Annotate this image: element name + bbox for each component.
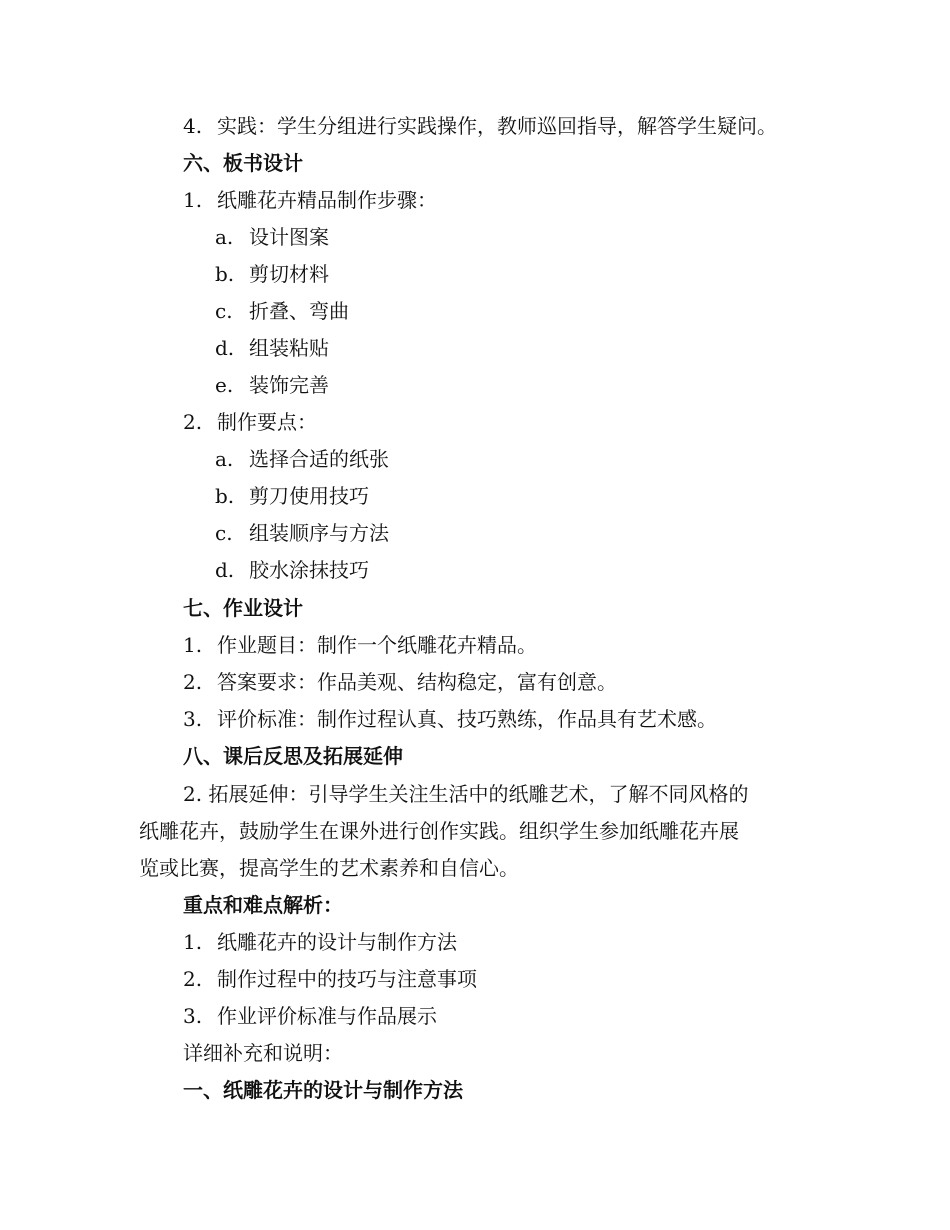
list-item [183, 112, 777, 140]
list-number: 2. [183, 410, 203, 434]
detail-heading: 详细补充和说明： [183, 1041, 343, 1065]
list-text: 实践：学生分组进行实践操作，教师巡回指导，解答学生疑问。 [217, 114, 777, 138]
list-text: 作业题目：制作一个纸雕花卉精品。 [217, 633, 537, 657]
sub-list-item [215, 519, 389, 547]
list-number: 2. [183, 967, 203, 991]
sub-list-letter: c. [215, 299, 233, 323]
sub-list-letter: c. [215, 521, 233, 545]
list-item [183, 408, 317, 436]
sub-list-text: 胶水涂抹技巧 [249, 558, 369, 582]
list-number: 1. [183, 188, 203, 212]
sub-list-item [215, 334, 329, 362]
list-text: 答案要求：作品美观、结构稳定，富有创意。 [217, 670, 617, 694]
list-item [183, 631, 537, 659]
list-text: 制作过程中的技巧与注意事项 [217, 967, 477, 991]
sub-list-text: 选择合适的纸张 [249, 447, 389, 471]
sub-list-item [215, 445, 389, 473]
list-item [183, 965, 477, 993]
paragraph-line: 纸雕花卉，鼓励学生在课外进行创作实践。组织学生参加纸雕花卉展 [139, 819, 739, 843]
sub-list-text: 剪刀使用技巧 [249, 484, 369, 508]
section-heading: 七、作业设计 [183, 596, 303, 620]
sub-list-text: 剪切材料 [249, 262, 329, 286]
list-text: 纸雕花卉的设计与制作方法 [217, 930, 457, 954]
sub-list-letter: a. [215, 225, 234, 249]
paragraph-line: 览或比赛，提高学生的艺术素养和自信心。 [139, 856, 519, 880]
sub-list-item [215, 482, 369, 510]
key-points-heading: 重点和难点解析： [183, 893, 343, 917]
list-text: 制作要点： [217, 410, 317, 434]
list-number: 1. [183, 633, 203, 657]
sub-list-item [215, 556, 369, 584]
sub-list-letter: d. [215, 336, 235, 360]
list-number: 3. [183, 707, 203, 731]
list-text: 纸雕花卉精品制作步骤： [217, 188, 437, 212]
list-text: 作业评价标准与作品展示 [217, 1004, 437, 1028]
sub-list-text: 折叠、弯曲 [249, 299, 349, 323]
list-item [183, 928, 457, 956]
section-heading: 八、课后反思及拓展延伸 [183, 744, 403, 768]
sub-list-text: 组装顺序与方法 [249, 521, 389, 545]
list-number: 1. [183, 930, 203, 954]
list-number: 3. [183, 1004, 203, 1028]
list-number: 2. [183, 670, 203, 694]
list-text: 评价标准：制作过程认真、技巧熟练，作品具有艺术感。 [217, 707, 717, 731]
list-item [183, 186, 437, 214]
sub-list-letter: b. [215, 484, 235, 508]
sub-list-letter: b. [215, 262, 235, 286]
sub-list-item [215, 371, 329, 399]
section-heading: 一、纸雕花卉的设计与制作方法 [183, 1078, 463, 1102]
section-heading: 六、板书设计 [183, 151, 303, 175]
sub-list-letter: a. [215, 447, 234, 471]
list-item [183, 1002, 437, 1030]
sub-list-item [215, 260, 329, 288]
paragraph-line: 2. 拓展延伸：引导学生关注生活中的纸雕艺术，了解不同风格的 [183, 782, 749, 806]
sub-list-item [215, 223, 329, 251]
sub-list-item [215, 297, 349, 325]
sub-list-letter: d. [215, 558, 235, 582]
sub-list-letter: e. [215, 373, 234, 397]
sub-list-text: 设计图案 [249, 225, 329, 249]
list-item [183, 668, 617, 696]
sub-list-text: 组装粘贴 [249, 336, 329, 360]
list-item [183, 705, 717, 733]
list-number: 4. [183, 114, 203, 138]
sub-list-text: 装饰完善 [249, 373, 329, 397]
